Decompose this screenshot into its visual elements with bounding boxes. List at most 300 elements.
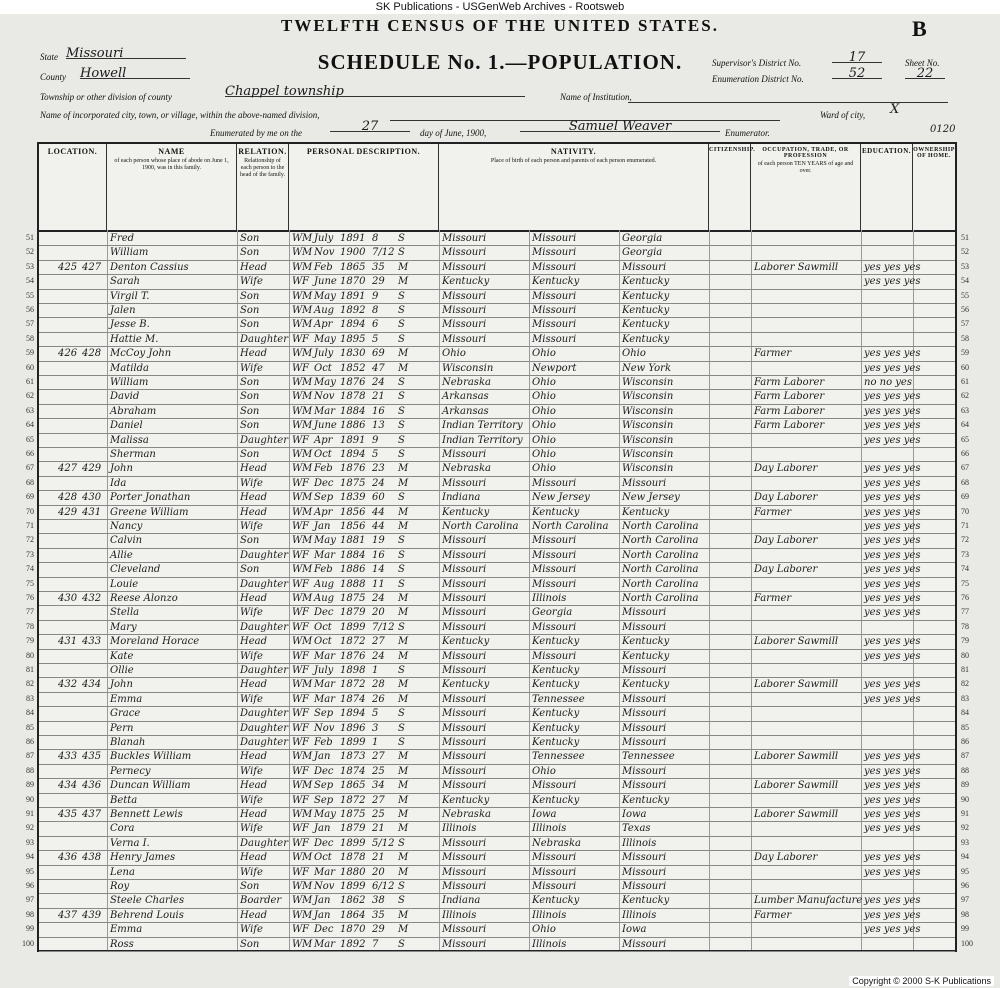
cell-rel: Wife xyxy=(240,693,263,705)
cell-occ: Farmer xyxy=(754,348,792,360)
cell-ms: M xyxy=(398,823,409,835)
cell-birth: Arkansas xyxy=(442,391,489,403)
cell-father: Missouri xyxy=(532,247,577,259)
cell-sex: M xyxy=(302,290,313,302)
cell-age: 24 xyxy=(372,377,385,388)
cell-fam: 433 xyxy=(82,636,102,648)
cell-name: William xyxy=(110,247,149,259)
cell-fam: 430 xyxy=(82,492,102,504)
cell-month: Jan xyxy=(314,823,331,835)
cell-age: 5 xyxy=(372,449,379,460)
cell-age: 16 xyxy=(372,405,385,417)
cell-sex: M xyxy=(302,420,313,432)
enumeration-value: 52 xyxy=(832,66,882,79)
cell-father: Missouri xyxy=(532,535,577,547)
cell-dw: 436 xyxy=(58,852,78,864)
cell-month: Dec xyxy=(314,924,334,936)
cell-sex: F xyxy=(302,276,309,288)
cell-birth: Indiana xyxy=(442,895,481,907)
cell-age: 35 xyxy=(372,909,385,921)
row-number-right: 67 xyxy=(961,463,969,473)
census-title: TWELFTH CENSUS OF THE UNITED STATES. xyxy=(281,16,719,35)
cell-name: Roy xyxy=(110,881,130,892)
row-number: 88 xyxy=(26,765,34,775)
cell-fam: 436 xyxy=(82,780,102,792)
cell-mother: Missouri xyxy=(622,938,667,950)
cell-month: July xyxy=(314,348,334,360)
cell-sex: M xyxy=(302,449,313,460)
cell-mother: Missouri xyxy=(622,607,667,619)
schedule-title: SCHEDULE No. 1.—POPULATION. xyxy=(317,50,683,74)
row-number: 94 xyxy=(26,852,34,862)
row-number-right: 89 xyxy=(961,780,969,790)
cell-age: 5 xyxy=(372,333,379,345)
cell-ms: S xyxy=(398,708,405,720)
cell-fam: 438 xyxy=(82,852,102,864)
cell-rel: Son xyxy=(240,535,260,547)
cell-mother: Missouri xyxy=(622,722,667,734)
cell-sex: F xyxy=(302,722,309,734)
cell-sex: M xyxy=(302,377,313,388)
cell-month: Oct xyxy=(314,621,332,633)
cell-mother: Missouri xyxy=(622,866,667,878)
row-number-right: 93 xyxy=(961,837,969,847)
cell-father: Missouri xyxy=(532,881,577,892)
row-number-right: 73 xyxy=(961,549,969,559)
cell-ms: S xyxy=(398,377,405,388)
cell-month: Mar xyxy=(314,679,335,691)
row-number: 63 xyxy=(26,405,34,415)
cell-mother: Kentucky xyxy=(622,794,670,806)
row-number-right: 92 xyxy=(961,823,969,833)
cell-race: W xyxy=(292,665,303,676)
cell-mother: North Carolina xyxy=(622,535,699,547)
cell-rel: Daughter xyxy=(240,737,288,748)
cell-rel: Wife xyxy=(240,477,263,489)
row-number: 53 xyxy=(26,261,34,271)
table-header xyxy=(39,144,955,232)
sheet-letter: B xyxy=(912,16,927,41)
cell-dw: 431 xyxy=(58,636,78,648)
cell-month: Dec xyxy=(314,837,334,849)
cell-occ: Day Laborer xyxy=(754,463,818,475)
cell-month: Feb xyxy=(314,564,333,576)
cell-ms: M xyxy=(398,636,409,648)
cell-name: McCoy John xyxy=(110,348,172,360)
cell-dw: 428 xyxy=(58,492,78,504)
cell-mother: Wisconsin xyxy=(622,391,674,403)
row-number: 68 xyxy=(26,477,34,487)
cell-race: W xyxy=(292,924,303,936)
cell-year: 1880 xyxy=(340,866,366,878)
cell-year: 1884 xyxy=(340,549,366,561)
cell-birth: Missouri xyxy=(442,751,487,763)
cell-mother: Tennessee xyxy=(622,751,675,763)
cell-birth: North Carolina xyxy=(442,521,519,532)
cell-name: Bennett Lewis xyxy=(110,809,183,820)
cell-month: Nov xyxy=(314,881,335,892)
cell-rel: Head xyxy=(240,852,268,864)
cell-race: W xyxy=(292,578,303,590)
supervisor-value: 17 xyxy=(832,50,882,63)
cell-month: Nov xyxy=(314,391,335,403)
cell-ms: S xyxy=(398,247,405,259)
cell-year: 1899 xyxy=(340,621,366,633)
township-value: Chappel township xyxy=(225,84,525,97)
cell-name: Emma xyxy=(110,924,143,936)
cell-race: W xyxy=(292,607,303,619)
cell-sex: M xyxy=(302,679,313,691)
cell-month: Aug xyxy=(314,593,335,604)
row-number-right: 69 xyxy=(961,492,969,502)
cell-month: Jan xyxy=(314,909,331,921)
location-header: LOCATION. xyxy=(39,144,107,230)
cell-edu: yes yes yes xyxy=(864,809,921,820)
cell-month: Oct xyxy=(314,852,332,864)
source-banner: SK Publications - USGenWeb Archives - Rootsweb xyxy=(0,0,1000,14)
cell-rel: Head xyxy=(240,463,268,475)
cell-year: 1894 xyxy=(340,449,366,460)
cell-sex: F xyxy=(302,693,309,705)
cell-month: Jan xyxy=(314,521,331,532)
cell-name: Jalen xyxy=(110,305,136,316)
cell-age: 1 xyxy=(372,737,379,748)
cell-fam: 429 xyxy=(82,463,102,475)
cell-father: Kentucky xyxy=(532,679,580,691)
cell-occ: Farm Laborer xyxy=(754,377,825,388)
row-number: 99 xyxy=(26,924,34,934)
cell-name: Mary xyxy=(110,621,137,633)
cell-mother: Illinois xyxy=(622,837,657,849)
row-number: 98 xyxy=(26,909,34,919)
cell-father: Missouri xyxy=(532,780,577,792)
cell-fam: 427 xyxy=(82,261,102,273)
cell-ms: S xyxy=(398,722,405,734)
cell-occ: Laborer Sawmill xyxy=(754,261,839,273)
row-number: 92 xyxy=(26,823,34,833)
cell-occ: Laborer Sawmill xyxy=(754,679,839,691)
cell-edu: yes yes yes xyxy=(864,391,921,403)
cell-year: 1872 xyxy=(340,679,366,691)
cell-birth: Missouri xyxy=(442,837,487,849)
cell-race: W xyxy=(292,679,303,691)
row-number-right: 85 xyxy=(961,722,969,732)
cell-sex: M xyxy=(302,751,313,763)
cell-birth: Missouri xyxy=(442,247,487,259)
cell-father: Kentucky xyxy=(532,722,580,734)
cell-race: W xyxy=(292,837,303,849)
row-number-right: 97 xyxy=(961,895,969,905)
cell-sex: F xyxy=(302,607,309,619)
row-number: 60 xyxy=(26,362,34,372)
cell-sex: M xyxy=(302,233,313,244)
cell-birth: Missouri xyxy=(442,564,487,576)
cell-edu: yes yes yes xyxy=(864,348,921,360)
cell-year: 1873 xyxy=(340,751,366,763)
row-number-right: 57 xyxy=(961,319,969,329)
day-value: 27 xyxy=(330,119,410,132)
cell-rel: Head xyxy=(240,909,268,921)
cell-rel: Son xyxy=(240,247,260,259)
cell-rel: Son xyxy=(240,290,260,302)
row-number-right: 56 xyxy=(961,305,969,314)
cell-birth: Kentucky xyxy=(442,506,490,518)
cell-year: 1892 xyxy=(340,938,366,950)
cell-rel: Daughter xyxy=(240,837,288,849)
cell-ms: S xyxy=(398,405,405,417)
row-number: 78 xyxy=(26,621,34,631)
cell-year: 1879 xyxy=(340,823,366,835)
cell-age: 5 xyxy=(372,708,379,720)
cell-mother: North Carolina xyxy=(622,593,699,604)
cell-name: Blanah xyxy=(110,737,146,748)
cell-ms: M xyxy=(398,693,409,705)
cell-birth: Kentucky xyxy=(442,636,490,648)
cell-year: 1864 xyxy=(340,909,366,921)
cell-edu: yes yes yes xyxy=(864,780,921,792)
cell-mother: Missouri xyxy=(622,765,667,777)
cell-edu: yes yes yes xyxy=(864,866,921,878)
cell-birth: Missouri xyxy=(442,607,487,619)
cell-father: North Carolina xyxy=(532,521,609,532)
cell-sex: F xyxy=(302,837,309,849)
cell-occ: Farm Laborer xyxy=(754,405,825,417)
cell-race: W xyxy=(292,319,303,331)
cell-edu: no no yes xyxy=(864,377,912,388)
cell-month: Feb xyxy=(314,737,333,748)
cell-edu: yes yes yes xyxy=(864,607,921,619)
cell-month: Mar xyxy=(314,650,335,662)
cell-race: W xyxy=(292,463,303,475)
cell-birth: Missouri xyxy=(442,261,487,273)
cell-name: Pern xyxy=(110,722,134,734)
cell-year: 1839 xyxy=(340,492,366,504)
cell-father: Illinois xyxy=(532,909,567,921)
row-number: 51 xyxy=(26,233,34,242)
cell-name: John xyxy=(110,463,133,475)
cell-mother: Kentucky xyxy=(622,319,670,331)
education-header: EDUCATION. xyxy=(861,144,913,230)
cell-father: Ohio xyxy=(532,924,556,936)
cell-month: Jan xyxy=(314,751,331,763)
cell-fam: 437 xyxy=(82,809,102,820)
row-number: 55 xyxy=(26,290,34,300)
cell-rel: Daughter xyxy=(240,434,288,446)
cell-race: W xyxy=(292,794,303,806)
cell-race: W xyxy=(292,866,303,878)
cell-name: Porter Jonathan xyxy=(110,492,191,504)
county-value: Howell xyxy=(80,66,190,79)
row-number: 97 xyxy=(26,895,34,905)
cell-rel: Head xyxy=(240,780,268,792)
row-number: 73 xyxy=(26,549,34,559)
cell-age: 27 xyxy=(372,794,385,806)
cell-mother: North Carolina xyxy=(622,521,699,532)
occupation-header: OCCUPATION, TRADE, OR PROFESSION of each person TEN YEARS of age and over. xyxy=(751,144,861,230)
cell-birth: Nebraska xyxy=(442,377,491,388)
row-number-right: 71 xyxy=(961,521,969,530)
cell-race: W xyxy=(292,881,303,892)
cell-edu: yes yes yes xyxy=(864,405,921,417)
cell-race: W xyxy=(292,247,303,259)
cell-sex: M xyxy=(302,938,313,950)
cell-father: Ohio xyxy=(532,405,556,417)
cell-mother: Missouri xyxy=(622,780,667,792)
cell-age: 38 xyxy=(372,895,385,907)
cell-age: 47 xyxy=(372,362,385,374)
cell-sex: M xyxy=(302,463,313,475)
cell-race: W xyxy=(292,391,303,403)
cell-father: Missouri xyxy=(532,852,577,864)
cell-rel: Wife xyxy=(240,521,263,532)
cell-sex: M xyxy=(302,305,313,316)
cell-race: W xyxy=(292,492,303,504)
cell-mother: Kentucky xyxy=(622,305,670,316)
cell-edu: yes yes yes xyxy=(864,636,921,648)
cell-father: Kentucky xyxy=(532,506,580,518)
cell-edu: yes yes yes xyxy=(864,751,921,763)
cell-sex: M xyxy=(302,593,313,604)
cell-sex: F xyxy=(302,794,309,806)
cell-occ: Day Laborer xyxy=(754,852,818,864)
row-number: 96 xyxy=(26,881,34,890)
cell-month: Dec xyxy=(314,765,334,777)
row-number-right: 63 xyxy=(961,405,969,415)
row-number-right: 74 xyxy=(961,564,969,574)
cell-father: Missouri xyxy=(532,261,577,273)
row-number: 67 xyxy=(26,463,34,473)
cell-ms: M xyxy=(398,650,409,662)
cell-father: Illinois xyxy=(532,593,567,604)
cell-mother: Wisconsin xyxy=(622,405,674,417)
row-number: 71 xyxy=(26,521,34,530)
row-number: 91 xyxy=(26,809,34,818)
row-number-right: 100 xyxy=(961,938,973,948)
cell-birth: Missouri xyxy=(442,722,487,734)
cell-year: 1856 xyxy=(340,521,366,532)
cell-ms: M xyxy=(398,765,409,777)
cell-occ: Farm Laborer xyxy=(754,420,825,432)
row-number: 64 xyxy=(26,420,34,430)
cell-race: W xyxy=(292,405,303,417)
cell-race: W xyxy=(292,737,303,748)
cell-mother: North Carolina xyxy=(622,578,699,590)
cell-mother: Kentucky xyxy=(622,895,670,907)
cell-race: W xyxy=(292,420,303,432)
cell-birth: Ohio xyxy=(442,348,466,360)
cell-age: 28 xyxy=(372,679,385,691)
cell-ms: M xyxy=(398,348,409,360)
cell-occ: Farmer xyxy=(754,593,792,604)
cell-ms: S xyxy=(398,492,405,504)
cell-sex: F xyxy=(302,650,309,662)
cell-mother: Kentucky xyxy=(622,636,670,648)
cell-ms: S xyxy=(398,420,405,432)
cell-occ: Day Laborer xyxy=(754,564,818,576)
cell-race: W xyxy=(292,693,303,705)
cell-name: Malissa xyxy=(110,434,149,446)
cell-age: 9 xyxy=(372,434,379,446)
cell-ms: S xyxy=(398,319,405,331)
page-code: 0120 xyxy=(930,124,956,135)
cell-birth: Missouri xyxy=(442,938,487,950)
cell-sex: M xyxy=(302,895,313,907)
cell-dw: 426 xyxy=(58,348,78,360)
row-number-right: 80 xyxy=(961,650,969,660)
row-number-right: 82 xyxy=(961,679,969,689)
cell-year: 1875 xyxy=(340,477,366,489)
cell-sex: M xyxy=(302,492,313,504)
cell-mother: Missouri xyxy=(622,665,667,676)
cell-father: Ohio xyxy=(532,348,556,360)
cell-year: 1876 xyxy=(340,377,366,388)
cell-father: Missouri xyxy=(532,549,577,561)
cell-age: 23 xyxy=(372,463,385,475)
cell-father: Georgia xyxy=(532,607,573,619)
row-number: 82 xyxy=(26,679,34,689)
cell-name: Steele Charles xyxy=(110,895,185,907)
cell-mother: Missouri xyxy=(622,621,667,633)
cell-age: 69 xyxy=(372,348,385,360)
cell-name: Matilda xyxy=(110,362,149,374)
cell-mother: Kentucky xyxy=(622,333,670,345)
cell-rel: Son xyxy=(240,233,260,244)
cell-edu: yes yes yes xyxy=(864,434,921,446)
cell-birth: Indian Territory xyxy=(442,420,523,432)
cell-mother: New Jersey xyxy=(622,492,680,504)
cell-race: W xyxy=(292,333,303,345)
row-number-right: 66 xyxy=(961,449,969,458)
cell-father: Missouri xyxy=(532,233,577,244)
cell-ms: M xyxy=(398,463,409,475)
cell-rel: Wife xyxy=(240,765,263,777)
row-number: 59 xyxy=(26,348,34,358)
row-number: 87 xyxy=(26,751,34,761)
cell-month: Aug xyxy=(314,578,335,590)
cell-dw: 432 xyxy=(58,679,78,691)
cell-sex: F xyxy=(302,823,309,835)
cell-name: John xyxy=(110,679,133,691)
cell-rel: Head xyxy=(240,809,268,820)
cell-sex: M xyxy=(302,809,313,820)
row-number: 84 xyxy=(26,708,34,718)
cell-birth: Kentucky xyxy=(442,679,490,691)
cell-sex: M xyxy=(302,564,313,576)
cell-sex: F xyxy=(302,737,309,748)
cell-ms: S xyxy=(398,578,405,590)
cell-mother: Kentucky xyxy=(622,276,670,288)
cell-race: W xyxy=(292,477,303,489)
cell-month: Sep xyxy=(314,708,334,720)
cell-occ: Day Laborer xyxy=(754,492,818,504)
row-number: 89 xyxy=(26,780,34,790)
cell-month: Nov xyxy=(314,247,335,259)
cell-birth: Kentucky xyxy=(442,794,490,806)
cell-ms: S xyxy=(398,535,405,547)
cell-edu: yes yes yes xyxy=(864,794,921,806)
cell-year: 1896 xyxy=(340,722,366,734)
row-number: 79 xyxy=(26,636,34,646)
cell-ms: M xyxy=(398,607,409,619)
cell-birth: Missouri xyxy=(442,578,487,590)
cell-age: 11 xyxy=(372,578,385,590)
cell-sex: M xyxy=(302,852,313,864)
row-number: 81 xyxy=(26,665,34,674)
cell-mother: Iowa xyxy=(622,924,647,936)
cell-name: Grace xyxy=(110,708,141,720)
cell-month: Mar xyxy=(314,866,335,878)
cell-sex: F xyxy=(302,521,309,532)
